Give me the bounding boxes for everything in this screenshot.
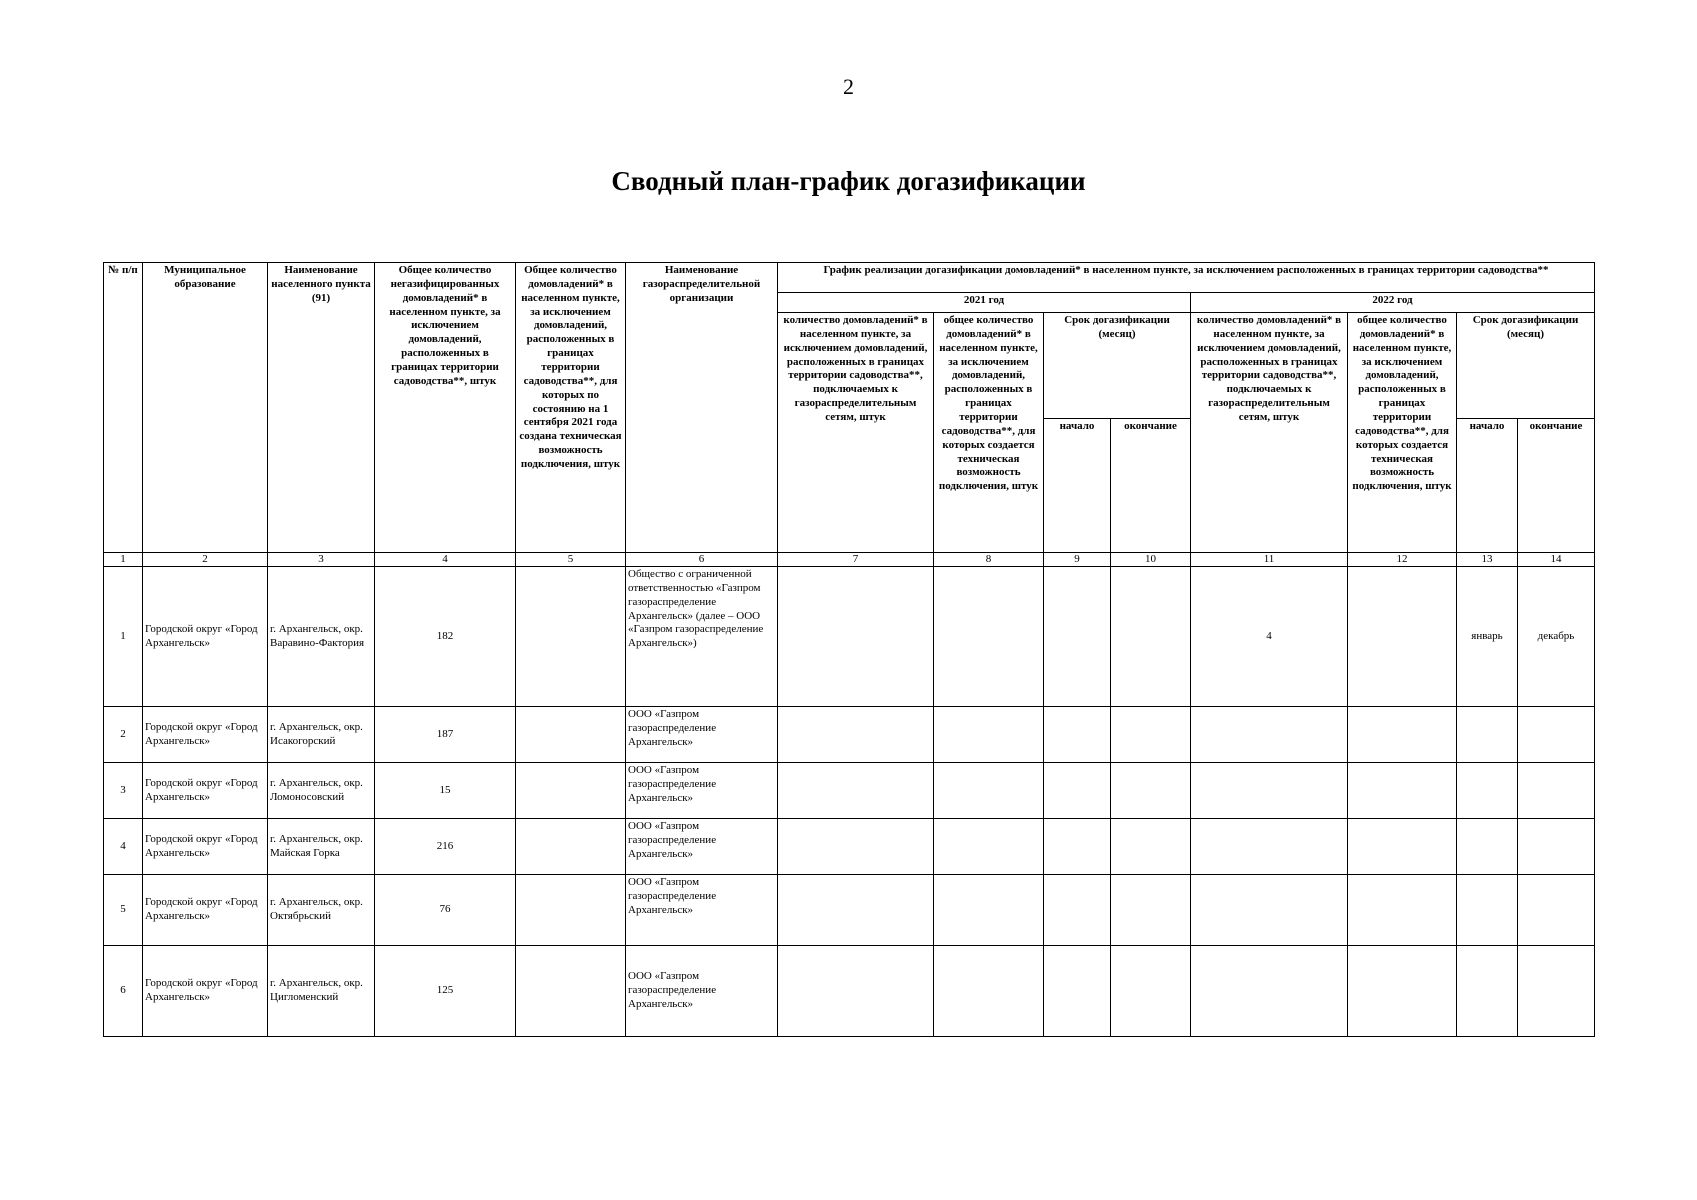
cell-2021-end [1111, 875, 1191, 946]
cell-2021-start [1044, 946, 1111, 1037]
municipality-cell: Городской округ «Город Архангельск» [143, 946, 268, 1037]
column-number: 13 [1457, 553, 1518, 567]
column-number: 7 [778, 553, 934, 567]
header-2022-term: Срок догазификации (месяц) [1457, 313, 1595, 419]
table-row [104, 567, 1595, 707]
header-settlement: Наименование населенного пункта (91) [268, 263, 375, 553]
header-row-1 [104, 263, 1595, 293]
cell-2021-qty-connected [778, 567, 934, 707]
header-2021-end: окончание [1111, 419, 1191, 553]
page-number: 2 [843, 74, 854, 99]
table-row [104, 875, 1595, 946]
header-2022-end: окончание [1518, 419, 1595, 553]
gas-organization-cell: ООО «Газпром газораспределение Архангельск» [626, 707, 778, 763]
cell-2022-start [1457, 875, 1518, 946]
cell-2022-qty-connected: 4 [1191, 567, 1348, 707]
municipality-cell: Городской округ «Город Архангельск» [143, 763, 268, 819]
gas-organization-cell: Общество с ограниченной ответственностью «Газпром газораспределение Архангельск» (далее – ООО «Газпром газораспределение Архангельск») [626, 567, 778, 707]
available-households-cell [516, 946, 626, 1037]
settlement-cell: г. Архангельск, окр. Варавино-Фактория [268, 567, 375, 707]
header-total-households: Общее количество негазифицированных домовладений* в населенном пункте, за исключением домовладений, расположенных в границах территории садоводства**, штук [375, 263, 516, 553]
settlement-cell: г. Архангельск, окр. Цигломенский [268, 946, 375, 1037]
gas-organization-cell: ООО «Газпром газораспределение Архангельск» [626, 763, 778, 819]
column-number: 8 [934, 553, 1044, 567]
header-2022-qty-total: общее количество домовладений* в населенном пункте, за исключением домовладений, расположенных в границах территории садоводства**, для которых создается техническая возможность подключения, штук [1348, 313, 1457, 553]
header-available-households: Общее количество домовладений* в населенном пункте, за исключением домовладений, расположенных в границах территории садоводства**, для которых по состоянию на 1 сентября 2021 года создана техническая возможность подключения, штук [516, 263, 626, 553]
column-number: 4 [375, 553, 516, 567]
cell-2022-qty-total [1348, 763, 1457, 819]
cell-2021-qty-connected [778, 875, 934, 946]
cell-2021-end [1111, 567, 1191, 707]
municipality-cell: Городской округ «Город Архангельск» [143, 567, 268, 707]
cell-2021-end [1111, 819, 1191, 875]
column-number: 1 [104, 553, 143, 567]
header-year-2021: 2021 год [778, 293, 1191, 313]
cell-2022-qty-total [1348, 946, 1457, 1037]
column-number: 3 [268, 553, 375, 567]
cell-2022-qty-total [1348, 567, 1457, 707]
cell-2021-qty-connected [778, 819, 934, 875]
total-households-cell: 182 [375, 567, 516, 707]
municipality-cell: Городской округ «Город Архангельск» [143, 875, 268, 946]
column-number: 12 [1348, 553, 1457, 567]
column-number: 6 [626, 553, 778, 567]
row-number: 1 [104, 567, 143, 707]
table-row [104, 707, 1595, 763]
cell-2021-qty-total [934, 875, 1044, 946]
cell-2022-qty-connected [1191, 946, 1348, 1037]
settlement-cell: г. Архангельск, окр. Октябрьский [268, 875, 375, 946]
total-households-cell: 187 [375, 707, 516, 763]
cell-2022-start [1457, 819, 1518, 875]
available-households-cell [516, 707, 626, 763]
cell-2022-end [1518, 763, 1595, 819]
header-2022-qty-connected: количество домовладений* в населенном пункте, за исключением домовладений, расположенных в границах территории садоводства**, подключаемых к газораспределительным сетям, штук [1191, 313, 1348, 553]
cell-2021-qty-total [934, 707, 1044, 763]
gasification-schedule-table [103, 262, 1595, 1037]
gas-organization-cell: ООО «Газпром газораспределение Архангельск» [626, 946, 778, 1037]
row-number: 6 [104, 946, 143, 1037]
header-2021-qty-connected: количество домовладений* в населенном пункте, за исключением домовладений, расположенных в границах территории садоводства**, подключаемых к газораспределительным сетям, штук [778, 313, 934, 553]
document-title: Сводный план-график догазификации [611, 166, 1086, 196]
column-number: 14 [1518, 553, 1595, 567]
cell-2021-qty-connected [778, 707, 934, 763]
gas-organization-cell: ООО «Газпром газораспределение Архангельск» [626, 875, 778, 946]
cell-2021-qty-total [934, 567, 1044, 707]
cell-2022-qty-connected [1191, 875, 1348, 946]
cell-2021-qty-connected [778, 763, 934, 819]
column-number: 10 [1111, 553, 1191, 567]
cell-2022-qty-connected [1191, 819, 1348, 875]
settlement-cell: г. Архангельск, окр. Майская Горка [268, 819, 375, 875]
table-row [104, 819, 1595, 875]
cell-2021-end [1111, 763, 1191, 819]
cell-2022-start [1457, 763, 1518, 819]
cell-2021-end [1111, 946, 1191, 1037]
row-number: 3 [104, 763, 143, 819]
cell-2021-qty-total [934, 946, 1044, 1037]
table-row [104, 763, 1595, 819]
column-number: 5 [516, 553, 626, 567]
cell-2021-start [1044, 819, 1111, 875]
cell-2021-end [1111, 707, 1191, 763]
row-number: 5 [104, 875, 143, 946]
table-row [104, 946, 1595, 1037]
available-households-cell [516, 875, 626, 946]
available-households-cell [516, 763, 626, 819]
cell-2021-qty-total [934, 763, 1044, 819]
header-number: № п/п [104, 263, 143, 553]
settlement-cell: г. Архангельск, окр. Ломоносовский [268, 763, 375, 819]
cell-2022-qty-connected [1191, 707, 1348, 763]
cell-2022-qty-total [1348, 819, 1457, 875]
cell-2022-end [1518, 819, 1595, 875]
cell-2022-start [1457, 946, 1518, 1037]
cell-2022-end [1518, 946, 1595, 1037]
cell-2021-start [1044, 567, 1111, 707]
total-households-cell: 76 [375, 875, 516, 946]
header-2021-start: начало [1044, 419, 1111, 553]
column-number-row [104, 553, 1595, 567]
cell-2022-start: январь [1457, 567, 1518, 707]
municipality-cell: Городской округ «Город Архангельск» [143, 707, 268, 763]
header-year-2022: 2022 год [1191, 293, 1595, 313]
available-households-cell [516, 819, 626, 875]
row-number: 2 [104, 707, 143, 763]
total-households-cell: 216 [375, 819, 516, 875]
cell-2022-start [1457, 707, 1518, 763]
settlement-cell: г. Архангельск, окр. Исакогорский [268, 707, 375, 763]
row-number: 4 [104, 819, 143, 875]
cell-2022-qty-total [1348, 707, 1457, 763]
header-2022-start: начало [1457, 419, 1518, 553]
municipality-cell: Городской округ «Город Архангельск» [143, 819, 268, 875]
cell-2021-start [1044, 707, 1111, 763]
column-number: 9 [1044, 553, 1111, 567]
cell-2022-end [1518, 707, 1595, 763]
header-2021-term: Срок догазификации (месяц) [1044, 313, 1191, 419]
total-households-cell: 125 [375, 946, 516, 1037]
cell-2022-qty-total [1348, 875, 1457, 946]
cell-2022-end: декабрь [1518, 567, 1595, 707]
cell-2022-end [1518, 875, 1595, 946]
gas-organization-cell: ООО «Газпром газораспределение Архангельск» [626, 819, 778, 875]
header-schedule-group: График реализации догазификации домовладений* в населенном пункте, за исключением расположенных в границах территории садоводства** [778, 263, 1595, 293]
header-gas-organization: Наименование газораспределительной организации [626, 263, 778, 553]
cell-2021-start [1044, 763, 1111, 819]
cell-2021-qty-connected [778, 946, 934, 1037]
header-2021-qty-total: общее количество домовладений* в населенном пункте, за исключением домовладений, расположенных в границах территории садоводства**, для которых создается техническая возможность подключения, штук [934, 313, 1044, 553]
cell-2022-qty-connected [1191, 763, 1348, 819]
total-households-cell: 15 [375, 763, 516, 819]
column-number: 2 [143, 553, 268, 567]
header-municipality: Муниципальное образование [143, 263, 268, 553]
cell-2021-start [1044, 875, 1111, 946]
available-households-cell [516, 567, 626, 707]
column-number: 11 [1191, 553, 1348, 567]
cell-2021-qty-total [934, 819, 1044, 875]
